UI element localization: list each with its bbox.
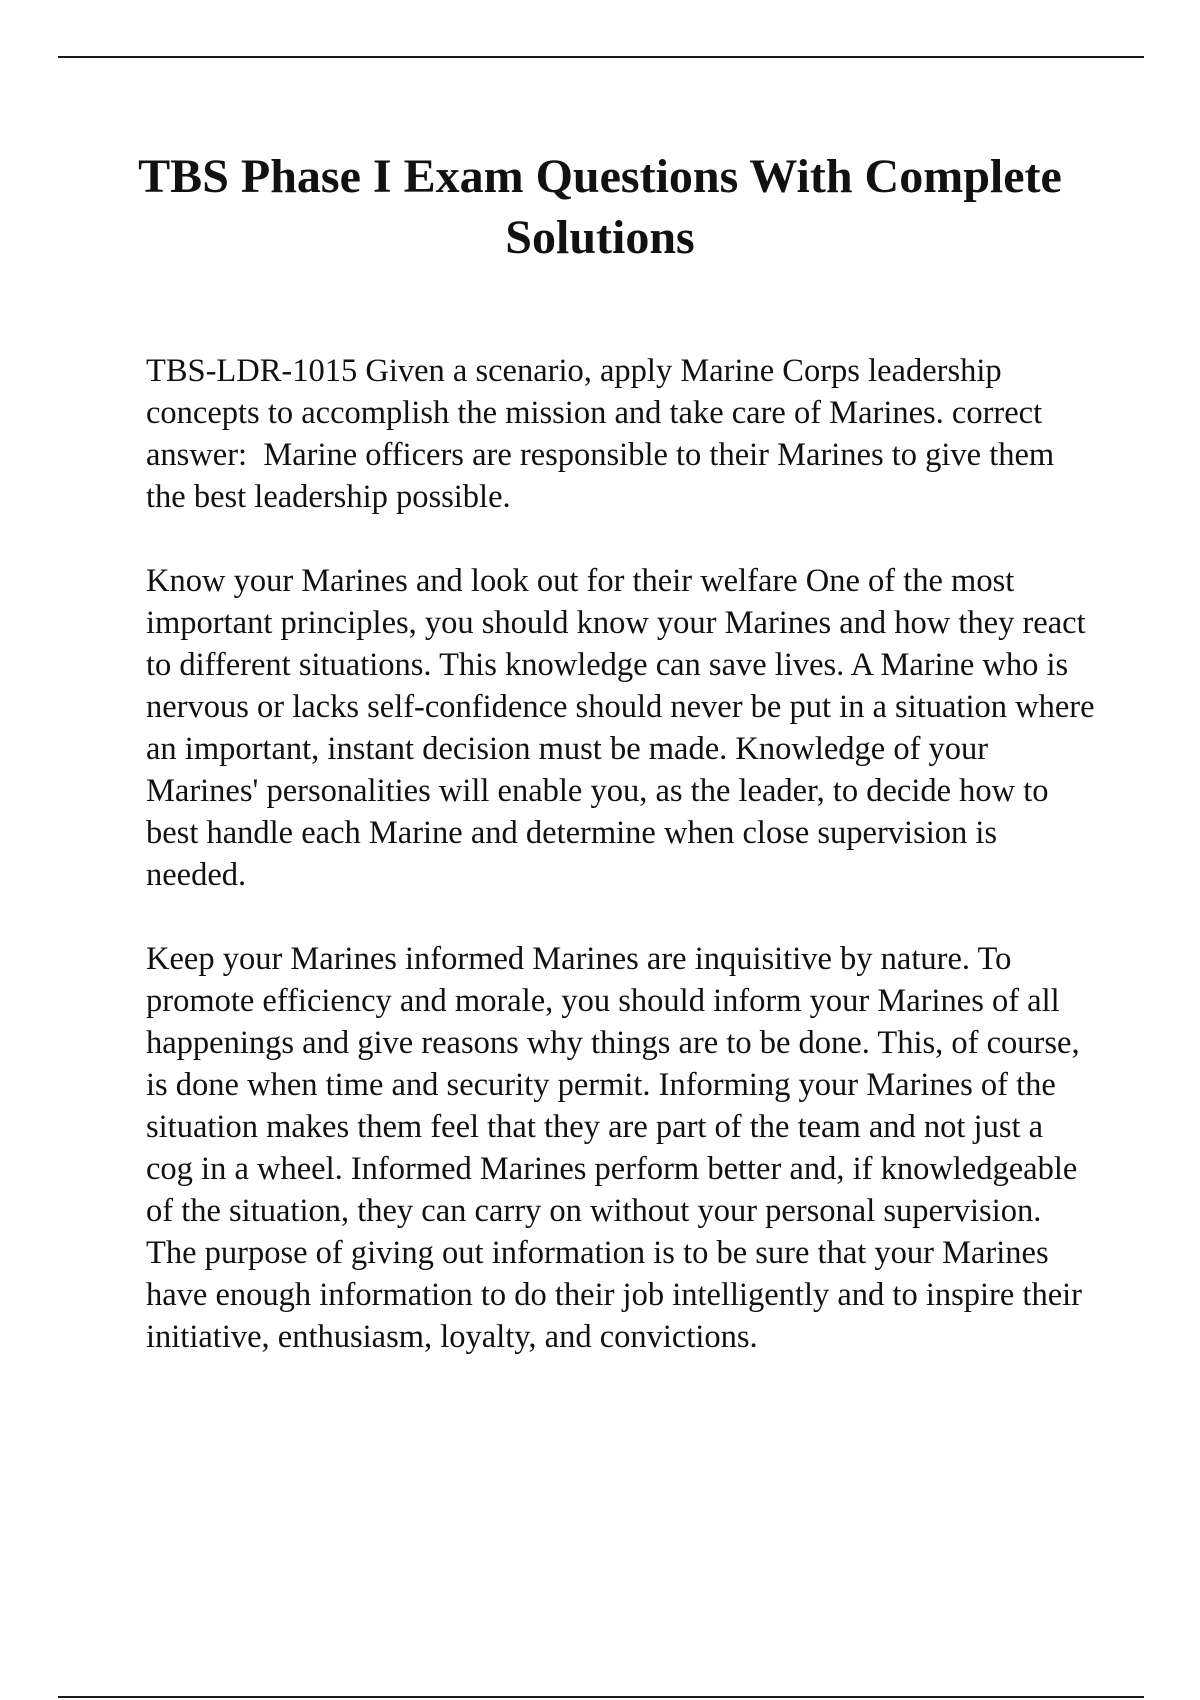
paragraph-know-your-marines: Know your Marines and look out for their welfare One of the most important principles, you should know your Marines and how they react to different situations. This knowledge can save lives. A Marine who is nervous or lacks self-confidence should never be put in a situation where an important, instant decision must be made. Knowledge of your Marines' personalities will enable you, as the leader, to decide how to best handle each Marine and determine when close supervision is needed. bbox=[146, 563, 1103, 893]
document-body bbox=[146, 350, 1103, 1400]
paragraph-leadership-objective: TBS-LDR-1015 Given a scenario, apply Marine Corps leadership concepts to accomplish the mission and take care of Marines. correct answer: Marine officers are responsible to their Marines to give them the best leadership possible. bbox=[146, 353, 1063, 515]
document-title: TBS Phase I Exam Questions With Complete Solutions bbox=[138, 150, 1062, 264]
paragraph-keep-marines-informed: Keep your Marines informed Marines are inquisitive by nature. To promote efficiency and morale, you should inform your Marines of all happenings and give reasons why things are to be done. This, of course, is done when time and security permit. Informing your Marines of the situation makes them feel that they are part of the team and not just a cog in a wheel. Informed Marines perform better and, if knowledgeable of the situation, they can carry on without your personal supervision. The purpose of giving out information is to be sure that your Marines have enough information to do their job intelligently and to inspire their initiative, enthusiasm, loyalty, and convictions. bbox=[146, 941, 1091, 1355]
header-rule bbox=[58, 56, 1144, 58]
footer-rule bbox=[58, 1696, 1144, 1698]
